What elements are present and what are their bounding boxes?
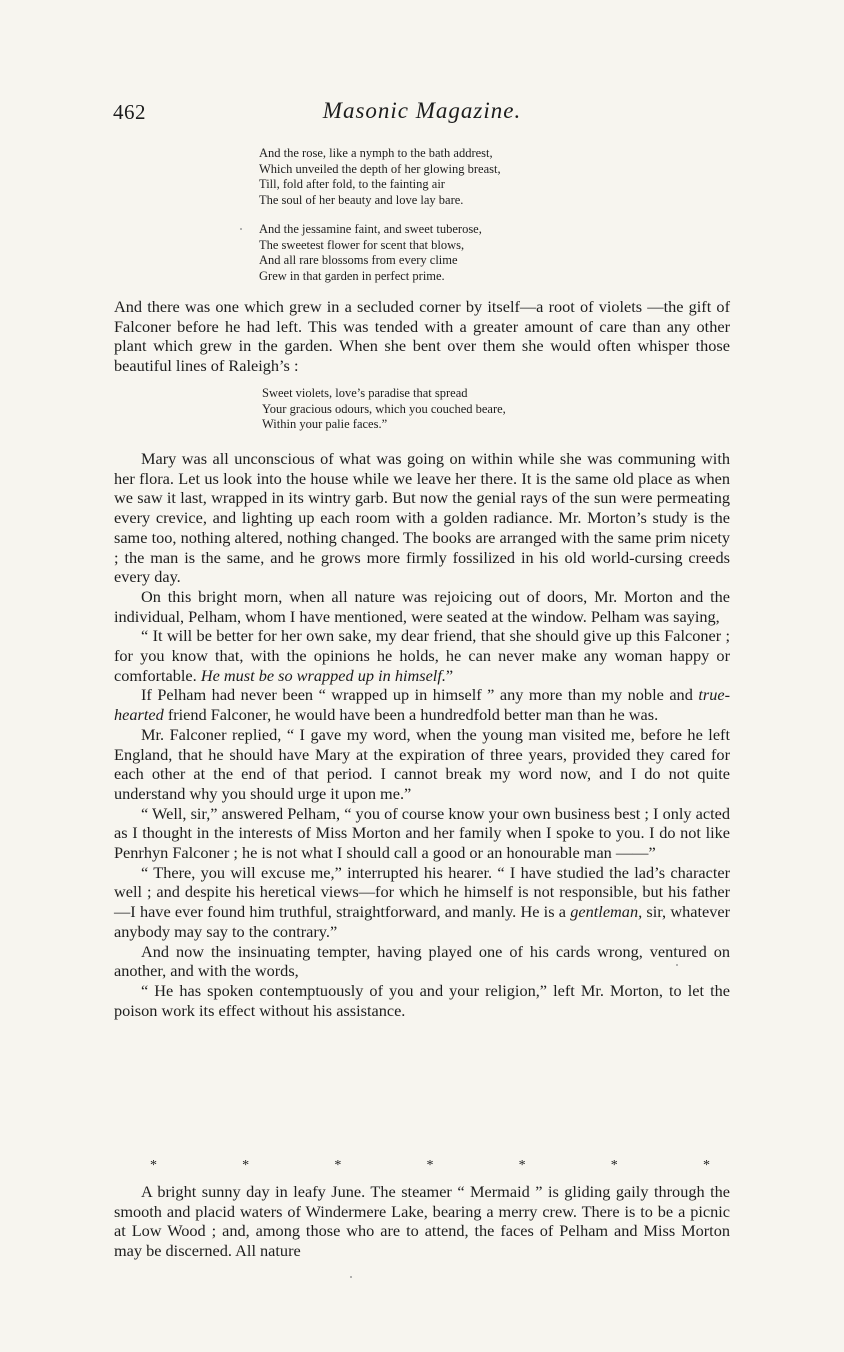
separator-star: * <box>150 1158 157 1173</box>
text-run: friend Falconer, he would have been a hundredfold better man than he was. <box>167 705 659 725</box>
body-paragraph: On this bright morn, when all nature was rejoicing out of doors, Mr. Morton and the individual, Pelham, whom I have mentioned, were seated at the window. Pelham was saying, <box>114 586 730 626</box>
body-paragraph: Mary was all unconscious of what was going on within while she was communing with her flora. Let us look into the house while we leave her there. It is the same old place as when we saw it last, wrapped in its wintry garb. But now the genial rays of the sun were permeating every crevice, and lighting up each room with a golden radiance. Mr. Morton’s study is the same too, nothing altered, nothing changed. The books are arranged with the same prim nicety ; the man is the same, and he grows more firmly fossilized in his old world-cursing creeds every day. <box>114 449 730 587</box>
body-paragraph <box>114 685 730 724</box>
text-run: ” <box>445 665 454 685</box>
separator-star: * <box>334 1158 342 1173</box>
body-paragraph: And now the insinuating tempter, having played one of his cards wrong, ventured on another, and with the words, <box>114 941 730 981</box>
body-paragraph: “ He has spoken contemptuously of you and your religion,” left Mr. Morton, to let the poison work its effect without his assistance. <box>114 980 730 1020</box>
body-paragraph: And there was one which grew in a secluded corner by itself—a root of violets —the gift of Falconer before he had left. This was tended with a greater amount of care than any other plant which grew in the garden. When she bent over them she would often whisper those beautiful lines of Raleigh’s : <box>114 297 730 376</box>
text-run: If Pelham had never been “ wrapped up in himself ” any more than my noble and <box>141 685 693 705</box>
separator-star: * <box>702 1158 710 1173</box>
section-separator <box>150 1158 710 1174</box>
verse-line: And the jessamine faint, and sweet tuberose, <box>259 222 482 236</box>
text-run: “ There, you will excuse me,” interrupted his hearer. “ I have studied the lad’s character well ; and despite his heretical views—for which he himself is not responsible, but his father—I have ever found him truthful, straightforward, and manly. He is a <box>114 862 730 922</box>
verse-line: The soul of her beauty and love lay bare. <box>259 192 464 207</box>
running-title: Masonic Magazine. <box>322 98 522 123</box>
body-paragraph <box>114 626 730 685</box>
ink-speck <box>350 1276 352 1278</box>
verse-line: Which unveiled the depth of her glowing breast, <box>259 161 501 176</box>
separator-star: * <box>518 1158 526 1173</box>
verse-line: Grew in that garden in perfect prime. <box>259 268 445 283</box>
body-paragraph <box>114 863 730 942</box>
separator-star: * <box>426 1158 434 1173</box>
verse-stanza-jessamine <box>259 222 482 284</box>
verse-line: The sweetest flower for scent that blows, <box>259 237 465 252</box>
verse-line: Your gracious odours, which you couched beare, <box>262 401 506 416</box>
body-paragraph: A bright sunny day in leafy June. The steamer “ Mermaid ” is gliding gaily through the smooth and placid waters of Windermere Lake, bearing a merry crew. There is to be a picnic at Low Wood ; and, among those who are to attend, the faces of Pelham and Miss Morton may be discerned. All nature <box>114 1182 730 1261</box>
italic-run: He must be so wrapped up in himself. <box>200 665 446 685</box>
verse-line: Till, fold after fold, to the fainting air <box>259 177 445 191</box>
page-header <box>0 96 844 130</box>
italic-run: gentleman, <box>570 902 643 922</box>
verse-stanza-rose <box>259 146 501 208</box>
paragraph-violets <box>114 297 730 376</box>
text-run: “ It will be better for her own sake, my dear friend, that she should give up this Falconer ; for you know that, with the opinions he holds, he can never make any woman happy or comfortable. <box>114 626 730 685</box>
verse-line: Sweet violets, love’s paradise that spread <box>262 386 468 400</box>
separator-star: * <box>610 1158 618 1173</box>
ink-speck <box>676 964 678 966</box>
verse-line: Within your palie faces.” <box>262 417 388 431</box>
body-paragraph: Mr. Falconer replied, “ I gave my word, when the young man visited me, before he left England, that he should have Mary at the expiration of three years, provided they cared for each other at the end of that period. I cannot break my word now, and I do not quite understand why you should urge it upon me.” <box>114 724 730 803</box>
body-paragraph: “ Well, sir,” answered Pelham, “ you of course know your own business best ; I only acted as I thought in the interests of Miss Morton and her family when I spoke to you. I do not like Penrhyn Falconer ; he is not what I should call a good or an honourable man ——” <box>114 803 730 863</box>
verse-line: And all rare blossoms from every clime <box>259 253 458 267</box>
closing-text <box>114 1182 730 1261</box>
page-number: 462 <box>113 100 146 124</box>
ink-speck <box>240 228 242 230</box>
verse-line: And the rose, like a nymph to the bath addrest, <box>259 146 493 160</box>
italic-run: true-hearted <box>114 685 730 725</box>
text-run: sir, whatever anybody may say to the contrary.” <box>114 902 731 941</box>
main-text <box>114 449 730 1020</box>
separator-star: * <box>242 1158 250 1173</box>
verse-stanza-raleigh <box>262 386 506 433</box>
